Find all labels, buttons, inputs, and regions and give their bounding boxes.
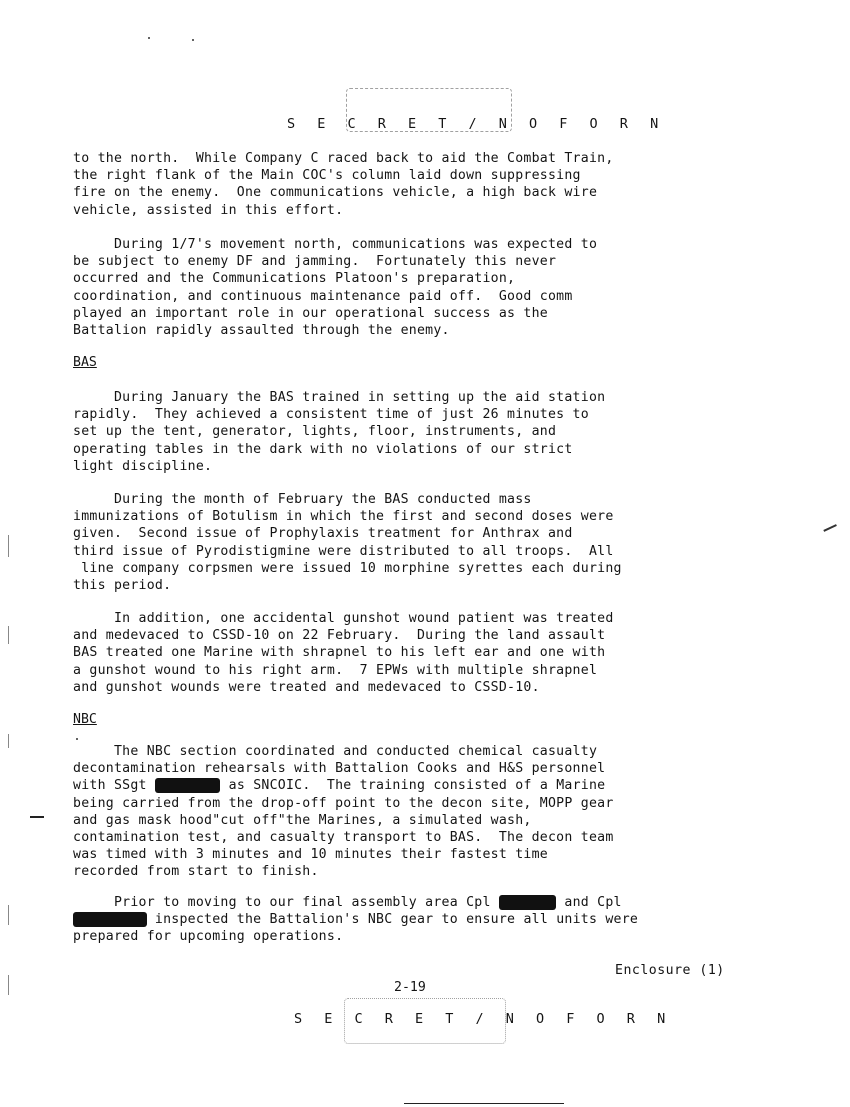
paragraph-combat-train: to the north. While Company C raced back to aid the Combat Train, the right flank of the Main COC's column laid down suppressing fire on the enemy. One communications vehicle, a high back wire vehicle, assisted in this effort. <box>73 151 614 218</box>
paragraph-bas-january: During January the BAS trained in setting up the aid station rapidly. They achieved a consistent time of just 26 minutes to set up the tent, generator, lights, floor, instruments, and operating tables in the dark with no violations of our strict light discipline. <box>73 390 606 474</box>
redacted-name <box>155 778 221 793</box>
scan-speck <box>148 37 150 39</box>
section-heading-bas: BAS <box>73 355 97 370</box>
section-heading-nbc: NBC <box>73 712 97 727</box>
nbc-line <box>73 777 753 794</box>
page-number: 2-19 <box>394 980 426 995</box>
margin-mark <box>8 734 9 748</box>
header-classification: S E C R E T / N O F O R N <box>287 116 666 132</box>
nbc-line: decontamination rehearsals with Battalion Cooks and H&S personnel <box>73 761 606 777</box>
scan-speck <box>192 39 194 41</box>
redacted-name <box>499 895 556 910</box>
footer-classification: S E C R E T / N O F O R N <box>294 1011 673 1027</box>
scan-speck <box>76 738 78 740</box>
nbc-line-segment: as SNCOIC. The training consisted of a Marine <box>220 778 606 794</box>
margin-mark <box>8 975 9 995</box>
paragraph-communications: During 1/7's movement north, communications was expected to be subject to enemy DF and jamming. Fortunately this never occurred and the Communications Platoon's preparation, coordination, and continuous maintenance paid off. Good comm played an important role in our operational success as the Battalion rapidly assaulted through the enemy. <box>73 237 598 339</box>
nbc-lines: being carried from the drop-off point to the decon site, MOPP gear and gas mask hood"cut off"the Marines, a simulated wash, contamination test, and casualty transport to BAS. The decon team was timed with 3 minutes and 10 minutes their fastest time recorded from start to finish. <box>73 795 614 880</box>
paragraph-nbc-inspection <box>73 894 753 946</box>
enclosure-label: Enclosure (1) <box>615 963 725 978</box>
nbc-line-segment: with SSgt <box>73 778 155 794</box>
margin-check <box>823 524 836 531</box>
paragraph-bas-medevac: In addition, one accidental gunshot wound patient was treated and medevaced to CSSD-10 on 22 February. During the land assault BAS treated one Marine with shrapnel to his left ear and one with a gunshot wound to his right arm. 7 EPWs with multiple shrapnel and gunshot wounds were treated and medevaced to CSSD-10. <box>73 611 614 695</box>
nbc-line <box>73 894 753 911</box>
margin-mark <box>30 816 44 818</box>
redacted-name <box>73 912 147 927</box>
margin-mark <box>8 905 9 925</box>
nbc-line-segment: Prior to moving to our final assembly area Cpl <box>73 895 499 910</box>
nbc-line <box>73 911 753 928</box>
nbc-line-segment: inspected the Battalion's NBC gear to ensure all units were <box>146 912 639 928</box>
margin-mark <box>8 535 9 557</box>
bottom-rule <box>404 1103 564 1104</box>
margin-mark <box>8 626 9 644</box>
nbc-line: The NBC section coordinated and conducted chemical casualty <box>73 744 598 759</box>
nbc-line-segment: and Cpl <box>556 895 622 910</box>
nbc-line: prepared for upcoming operations. <box>73 929 344 945</box>
paragraph-bas-february: During the month of February the BAS conducted mass immunizations of Botulism in which the first and second doses were given. Second issue of Prophylaxis treatment for Anthrax and third issue of Pyrodistigmine were distributed to all troops. All line company corpsmen were issued 10 morphine syrettes each during this period. <box>73 492 622 594</box>
paragraph-nbc-decon <box>73 743 753 881</box>
